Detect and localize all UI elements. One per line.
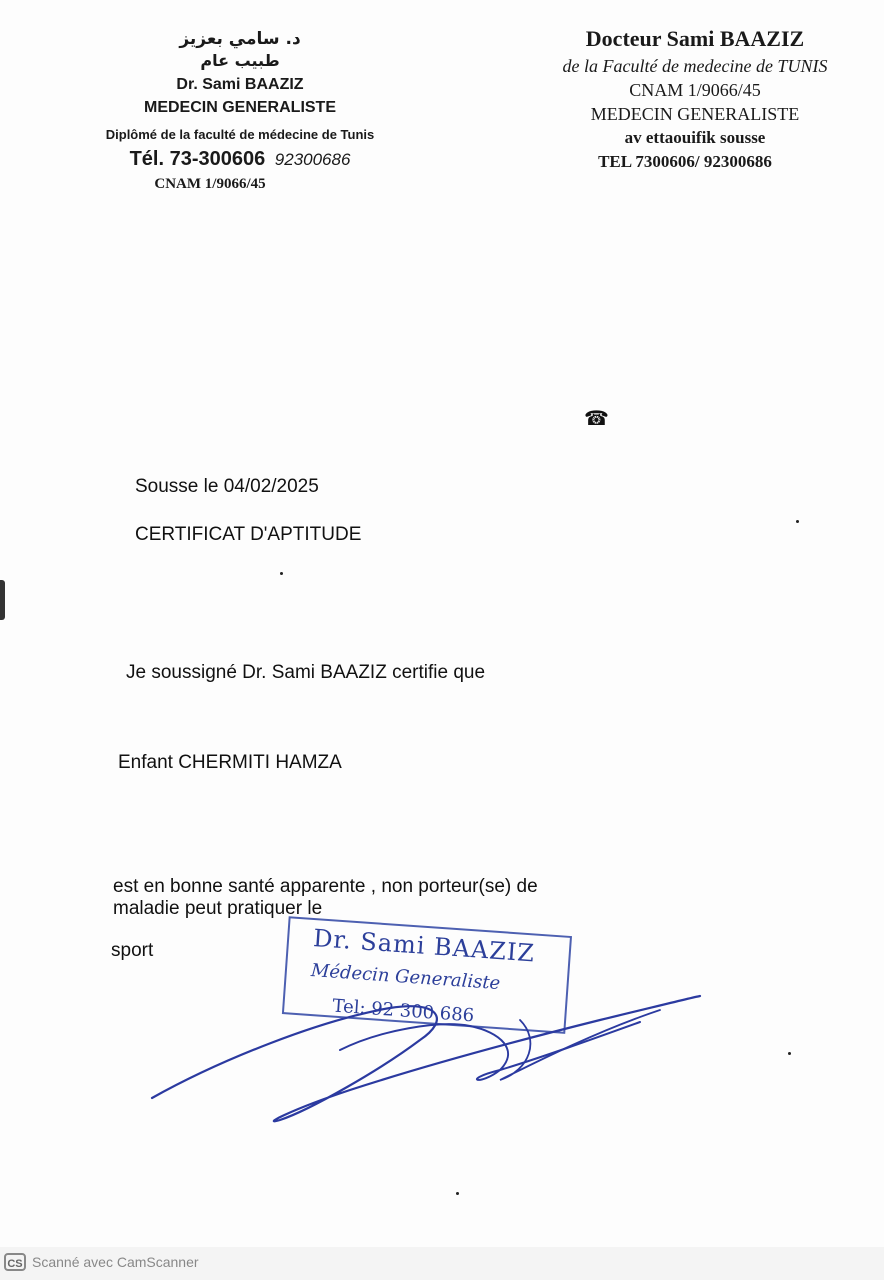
health-statement [113, 876, 538, 920]
stamp-phone: Tel: 92 300 686 [331, 995, 475, 1027]
doctor-specialty-right: MEDECIN GENERALISTE [590, 104, 800, 124]
scan-speck [456, 1192, 459, 1195]
health-statement-line-1: est en bonne santé apparente , non porteur(se) de [113, 876, 538, 897]
scan-edge-mark [0, 580, 5, 620]
doctor-diploma: Diplômé de la faculté de médecine de Tunis [105, 127, 375, 142]
health-statement-line-2: maladie peut pratiquer le [113, 898, 323, 919]
letterhead-right [530, 24, 860, 174]
handwritten-signature [140, 960, 710, 1130]
stamp-name: Dr. Sami BAAZIZ [312, 924, 536, 968]
doctor-faculty: de la Faculté de medecine de TUNIS [562, 56, 828, 76]
certificate-title: CERTIFICAT D'APTITUDE [135, 524, 362, 545]
doctor-mobile: 92300686 [274, 150, 351, 169]
camscanner-logo: CS [4, 1253, 26, 1271]
letterhead-left [60, 28, 420, 195]
phone-icon: ☎ [584, 408, 609, 430]
doctor-phone-right: TEL 7300606/ 92300686 [598, 152, 772, 171]
place-date: Sousse le 04/02/2025 [135, 476, 319, 497]
scan-speck [280, 572, 283, 575]
scan-speck [788, 1052, 791, 1055]
arabic-doctor-name: د. سامي بعزيز [179, 29, 301, 49]
arabic-doctor-title: طبيب عام [200, 51, 280, 70]
doctor-phone-line [60, 146, 420, 173]
doctor-cnam-right: CNAM 1/9066/45 [629, 80, 761, 100]
patient-name: Enfant CHERMITI HAMZA [118, 752, 342, 773]
doctor-address: av ettaouifik sousse [624, 128, 766, 147]
doctor-specialty: MEDECIN GENERALISTE [143, 99, 336, 116]
stamp-title: Médecin Generaliste [310, 959, 501, 995]
doctor-cnam: CNAM 1/9066/45 [154, 176, 266, 192]
doctor-phone: Tél. 73-300606 [129, 148, 266, 170]
scan-speck [796, 520, 799, 523]
certification-statement: Je soussigné Dr. Sami BAAZIZ certifie que [126, 662, 486, 683]
doctor-title: Docteur Sami BAAZIZ [585, 26, 805, 51]
activity: sport [111, 940, 154, 961]
scanner-watermark: Scanné avec CamScanner [32, 1254, 199, 1270]
doctor-name: Dr. Sami BAAZIZ [176, 76, 304, 93]
